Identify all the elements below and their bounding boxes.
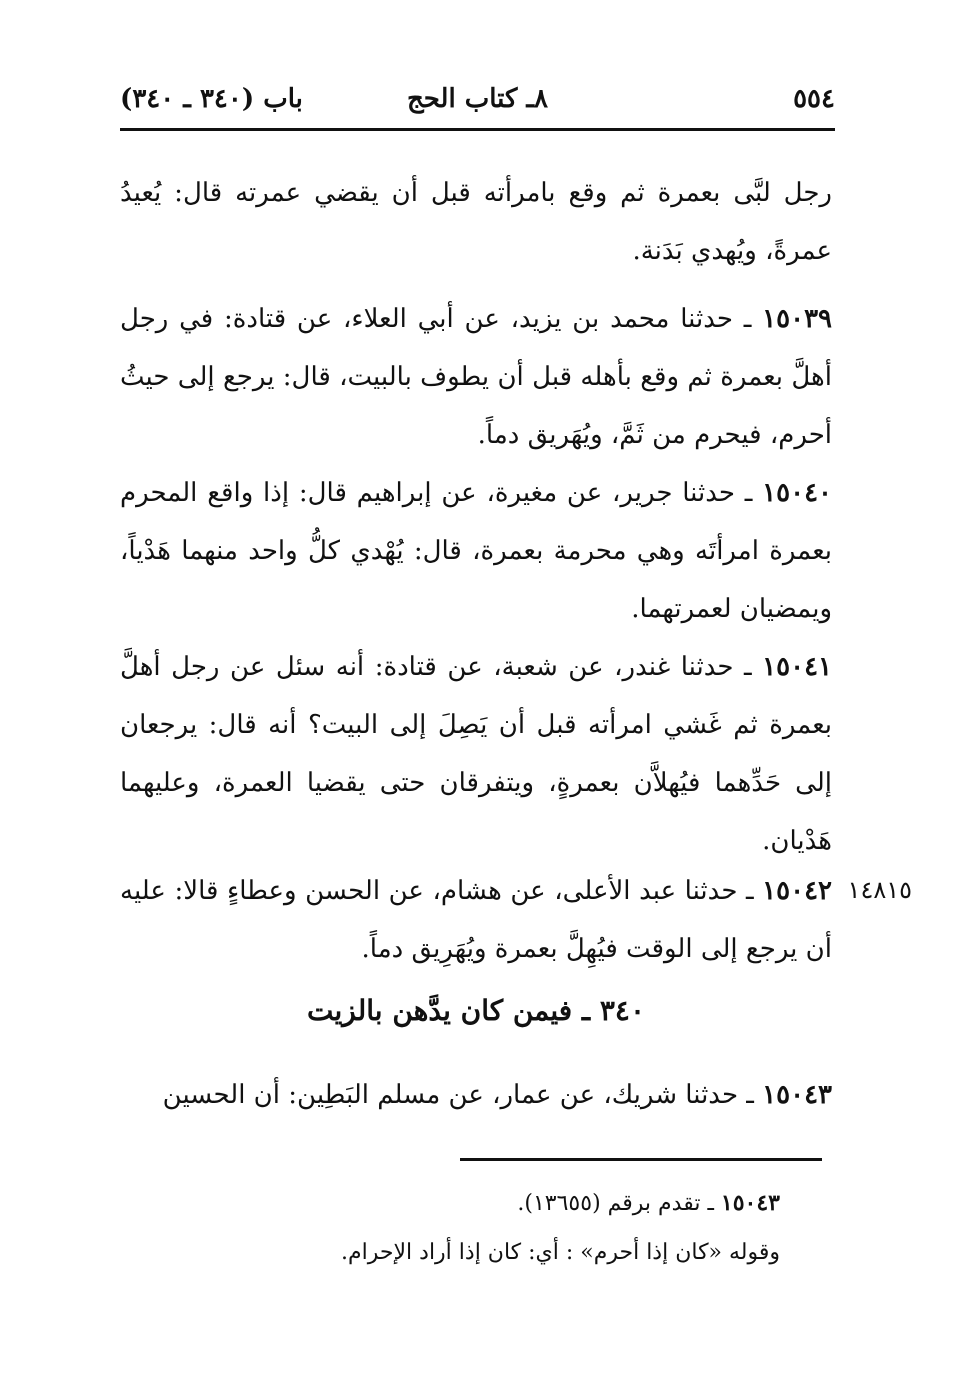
page-number: ٥٥٤ (793, 84, 835, 114)
paragraph (120, 290, 832, 464)
margin-reference-number: ١٤٨١٥ (847, 876, 912, 904)
paragraph (120, 862, 832, 978)
footnote (120, 1236, 780, 1270)
paragraph-text: ـ حدثنا عبد الأعلى، عن هشام، عن الحسن وعطاءٍ قالا: عليه أن يرجع إلى الوقت فيُهِلَّ بعمرة ويُهَرِيق دماً. (120, 876, 832, 964)
running-header (120, 84, 835, 124)
footnote-text: ـ تقدم برقم (١٣٦٥٥). (517, 1191, 721, 1216)
paragraph (120, 464, 832, 638)
hadith-number: ١٥٠٤١ (762, 652, 832, 682)
footnote-number: ١٥٠٤٣ (720, 1190, 780, 1216)
hadith-number: ١٥٠٤٠ (762, 478, 832, 508)
paragraph (120, 638, 832, 870)
paragraph (120, 1066, 832, 1124)
paragraph (120, 164, 832, 280)
paragraph-text: ـ حدثنا غندر، عن شعبة، عن قتادة: أنه سئل عن رجل أهلَّ بعمرة ثم غَشي امرأته قبل أن يَصِلَ إلى البيت؟ أنه قال: يرجعان إلى حَدِّهما فيُهلاَّن بعمرةٍ، ويتفرقان حتى يقضيا العمرة، وعليهما هَدْيان. (120, 652, 832, 856)
footnote-rule (460, 1158, 822, 1161)
hadith-number: ١٥٠٤٣ (762, 1080, 832, 1110)
paragraph-text: رجل لبَّى بعمرة ثم وقع بامرأته قبل أن يقضي عمرته قال: يُعيدُ عمرةً، ويُهدي بَدَنة. (120, 178, 832, 266)
hadith-number: ١٥٠٤٢ (762, 876, 832, 906)
section-title: ٣٤٠ ـ فيمن كان يدَّهن بالزيت (307, 994, 645, 1027)
footnote-text: وقوله «كان إذا أحرم» : أي: كان إذا أراد الإحرام. (341, 1240, 780, 1265)
paragraph-text: ـ حدثنا جرير، عن مغيرة، عن إبراهيم قال: إذا واقع المحرم بعمرة امرأتَه وهي محرمة بعمرة، قال: يُهْدي كلُّ واحد منهما هَدْياً، ويمضيان لعمرتهما. (120, 478, 832, 624)
hadith-number: ١٥٠٣٩ (762, 304, 832, 334)
chapter-label: باب (٣٤٠ ـ ٣٤٠) (120, 84, 303, 114)
book-title: ٨ـ كتاب الحج (406, 84, 549, 114)
paragraph-text: ـ حدثنا محمد بن يزيد، عن أبي العلاء، عن قتادة: في رجل أهلَّ بعمرة ثم وقع بأهله قبل أن يطوف بالبيت، قال: يرجع إلى حيثُ أحرم، فيحرم من ثَمَّ، ويُهَريق دماً. (120, 304, 832, 450)
paragraph-text: ـ حدثنا شريك، عن عمار، عن مسلم البَطِين: أن الحسين (162, 1080, 763, 1110)
header-rule (120, 128, 835, 131)
footnote (120, 1186, 780, 1221)
